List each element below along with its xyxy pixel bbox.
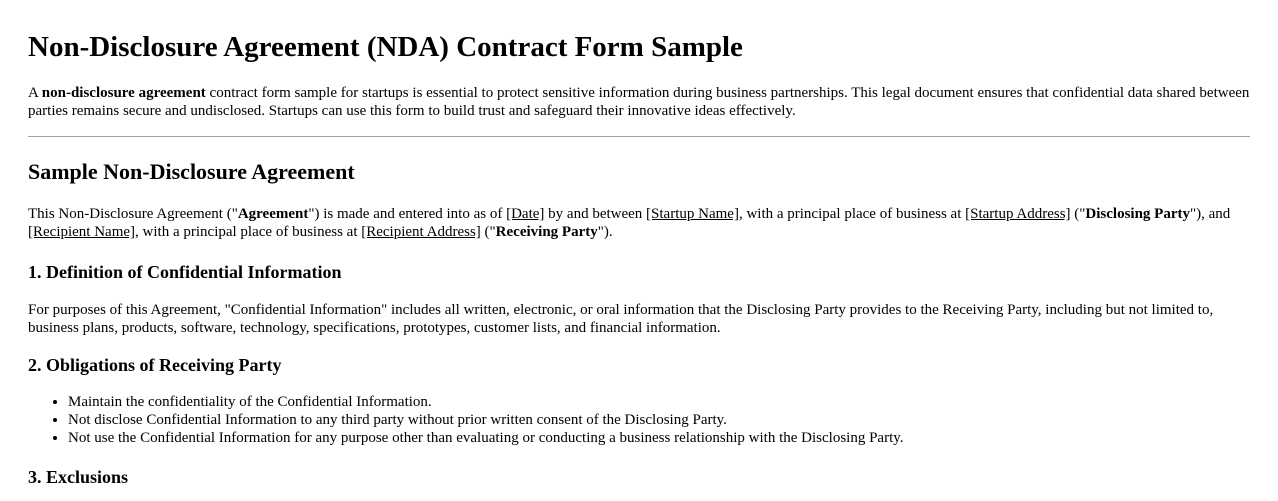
list-item: • Maintain the confidentiality of the Confidential Information.: [68, 393, 1250, 411]
recipient-name-placeholder: [Recipient Name]: [28, 224, 136, 240]
agreement-text: ") is made and entered into as of: [308, 206, 507, 222]
intro-lead-text: A: [28, 85, 42, 101]
section-divider: [28, 136, 1250, 137]
obligations-list: [28, 393, 1250, 447]
list-item: • Not disclose Confidential Information to any third party without prior written consent of the Disclosing Party.: [68, 411, 1250, 429]
disclosing-party-term: Disclosing Party: [1085, 206, 1190, 222]
agreement-term: Agreement: [237, 206, 309, 222]
agreement-text: ").: [597, 224, 613, 240]
startup-address-placeholder: [Startup Address]: [965, 206, 1071, 222]
intro-bold-term: non-disclosure agreement: [41, 85, 206, 101]
intro-paragraph: [28, 84, 1250, 120]
section-1-text: For purposes of this Agreement, "Confidential Information" includes all written, electronic, or oral information that the Disclosing Party provides to the Receiving Party, including but not limited to, business plans, products, software, technology, specifications, prototypes, customer lists, and financial information.: [28, 302, 1214, 336]
intro-rest-text: contract form sample for startups is essential to protect sensitive information during business partnerships. This legal document ensures that confidential data shared between parties remains secure and undisclosed. Startups can use this form to build trust and safeguard their innovative ideas effectively.: [28, 85, 1250, 119]
agreement-text: (": [480, 224, 496, 240]
recipient-address-placeholder: [Recipient Address]: [361, 224, 481, 240]
date-placeholder: [Date]: [506, 206, 545, 222]
agreement-text: , with a principal place of business at: [135, 224, 362, 240]
section-1-heading: 1. Definition of Confidential Information: [28, 262, 342, 282]
agreement-text: This Non-Disclosure Agreement (": [28, 206, 238, 222]
agreement-text: , with a principal place of business at: [738, 206, 966, 222]
page-title: Non-Disclosure Agreement (NDA) Contract Form Sample: [28, 31, 743, 63]
section-title: Sample Non-Disclosure Agreement: [28, 159, 355, 184]
section-2-heading: 2. Obligations of Receiving Party: [28, 355, 282, 375]
agreement-paragraph: [28, 205, 1250, 241]
startup-name-placeholder: [Startup Name]: [646, 206, 739, 222]
receiving-party-term: Receiving Party: [495, 224, 598, 240]
agreement-text: "), and: [1189, 206, 1231, 222]
list-item: • Not use the Confidential Information for any purpose other than evaluating or conducting a business relationship with the Disclosing Party.: [68, 429, 1250, 447]
agreement-text: by and between: [544, 206, 647, 222]
agreement-text: (": [1070, 206, 1086, 222]
section-3-heading: 3. Exclusions: [28, 467, 129, 487]
